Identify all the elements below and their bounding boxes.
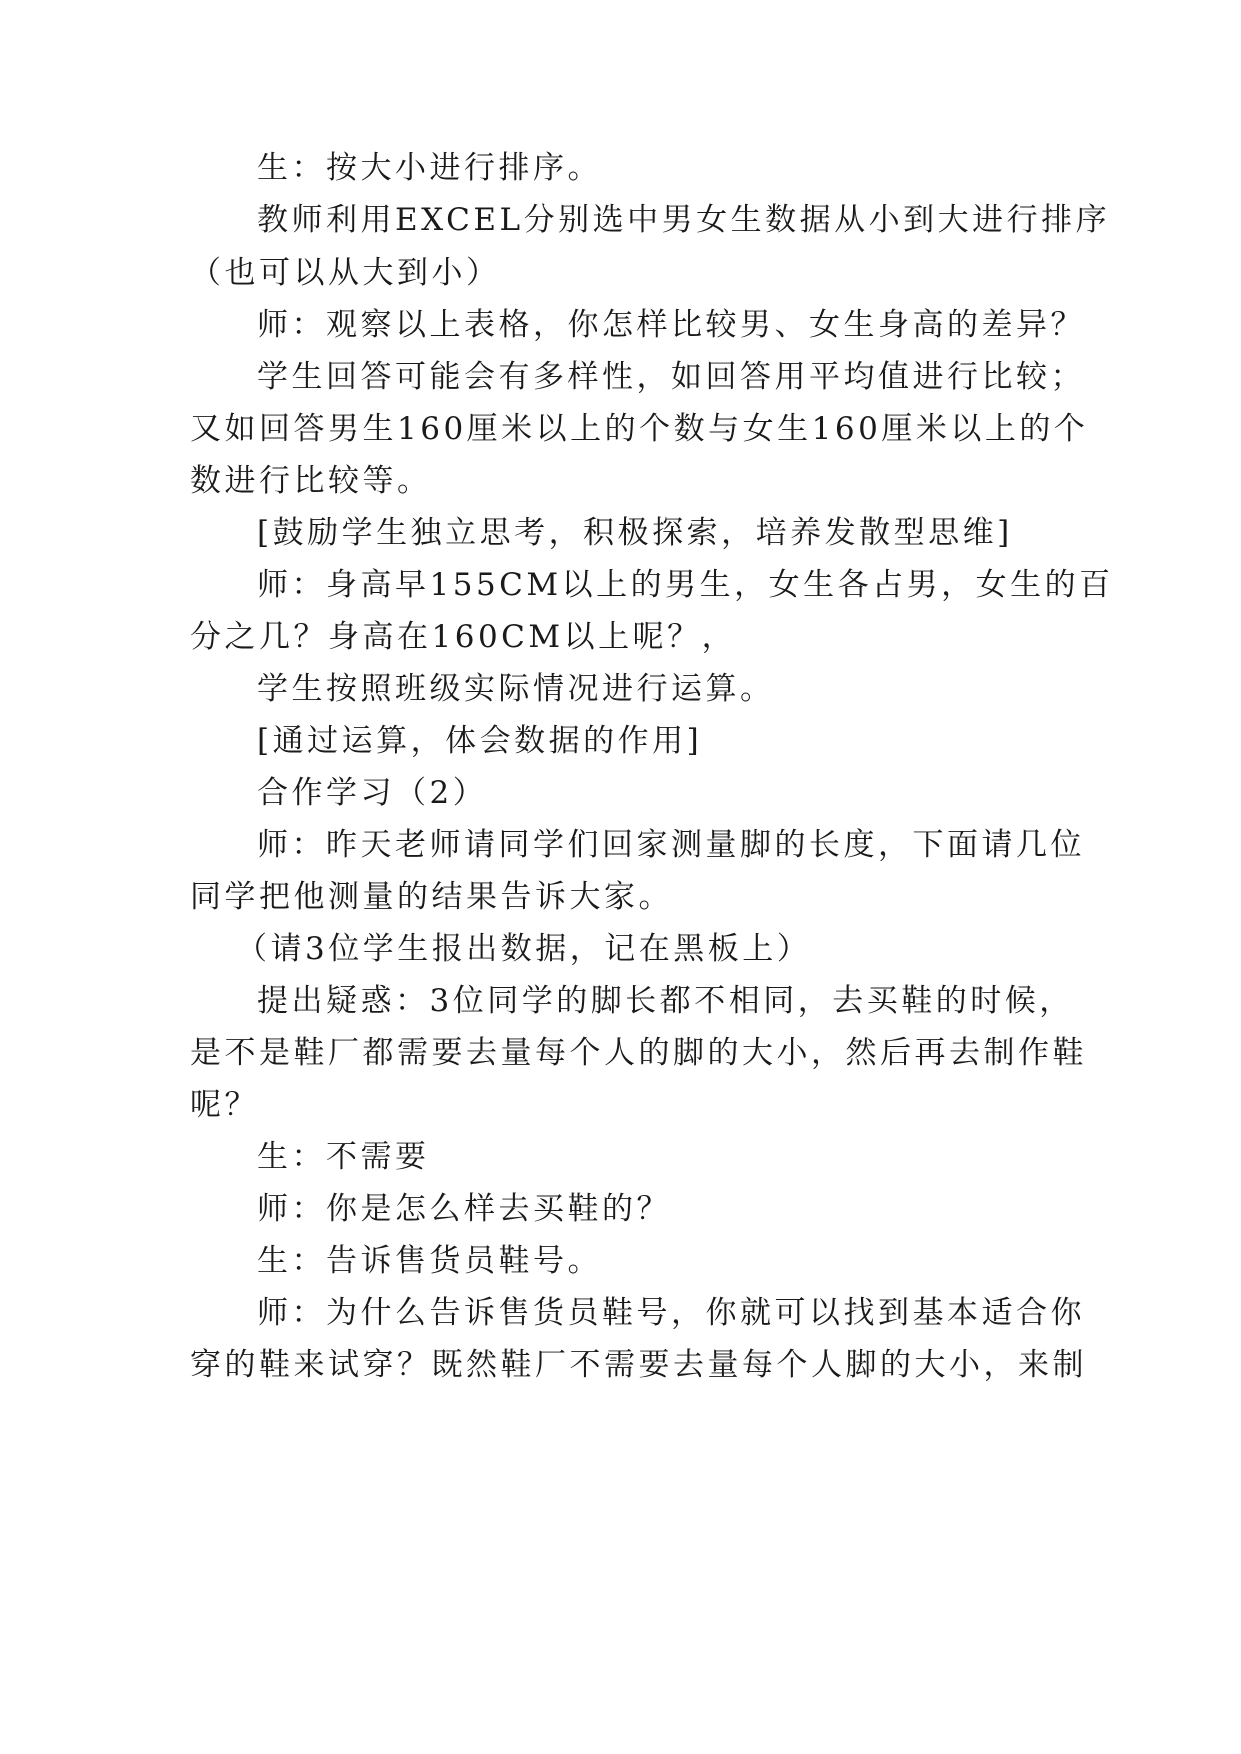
text-line: 是不是鞋厂都需要去量每个人的脚的大小，然后再去制作鞋 <box>190 1035 1087 1071</box>
text-line: 分之几？身高在160CM以上呢？， <box>190 619 737 655</box>
text-line: 穿的鞋来试穿？既然鞋厂不需要去量每个人脚的大小，来制 <box>190 1347 1087 1383</box>
text-line: 生：按大小进行排序。 <box>257 150 602 186</box>
text-line: （请3位学生报出数据，记在黑板上） <box>236 931 812 967</box>
text-line: 数进行比较等。 <box>190 463 432 499</box>
text-line: 师：为什么告诉售货员鞋号，你就可以找到基本适合你 <box>257 1295 1085 1331</box>
text-line: 呢？ <box>190 1087 259 1123</box>
text-line: 师：身高早155CM以上的男生，女生各占男，女生的百 <box>257 567 1114 603</box>
text-line: 学生按照班级实际情况进行运算。 <box>257 671 775 707</box>
text-line: 生：不需要 <box>257 1139 430 1175</box>
text-line: 教师利用EXCEL分别选中男女生数据从小到大进行排序 <box>257 202 1111 238</box>
text-line: 合作学习（2） <box>257 775 488 811</box>
text-line: 生：告诉售货员鞋号。 <box>257 1243 602 1279</box>
text-line: 又如回答男生160厘米以上的个数与女生160厘米以上的个 <box>190 411 1089 447</box>
text-line: 师：观察以上表格，你怎样比较男、女生身高的差异？ <box>257 307 1085 343</box>
text-line: 同学把他测量的结果告诉大家。 <box>190 879 673 915</box>
text-line: [鼓励学生独立思考，积极探索，培养发散型思维] <box>257 515 1013 551</box>
text-line: 学生回答可能会有多样性，如回答用平均值进行比较； <box>257 359 1085 395</box>
text-line: 提出疑惑：3位同学的脚长都不相同，去买鞋的时候， <box>257 983 1074 1019</box>
text-line: 师：昨天老师请同学们回家测量脚的长度，下面请几位 <box>257 827 1085 863</box>
text-line: [通过运算，体会数据的作用] <box>257 723 703 759</box>
text-line: 师：你是怎么样去买鞋的？ <box>257 1191 671 1227</box>
text-line: （也可以从大到小） <box>190 255 501 291</box>
